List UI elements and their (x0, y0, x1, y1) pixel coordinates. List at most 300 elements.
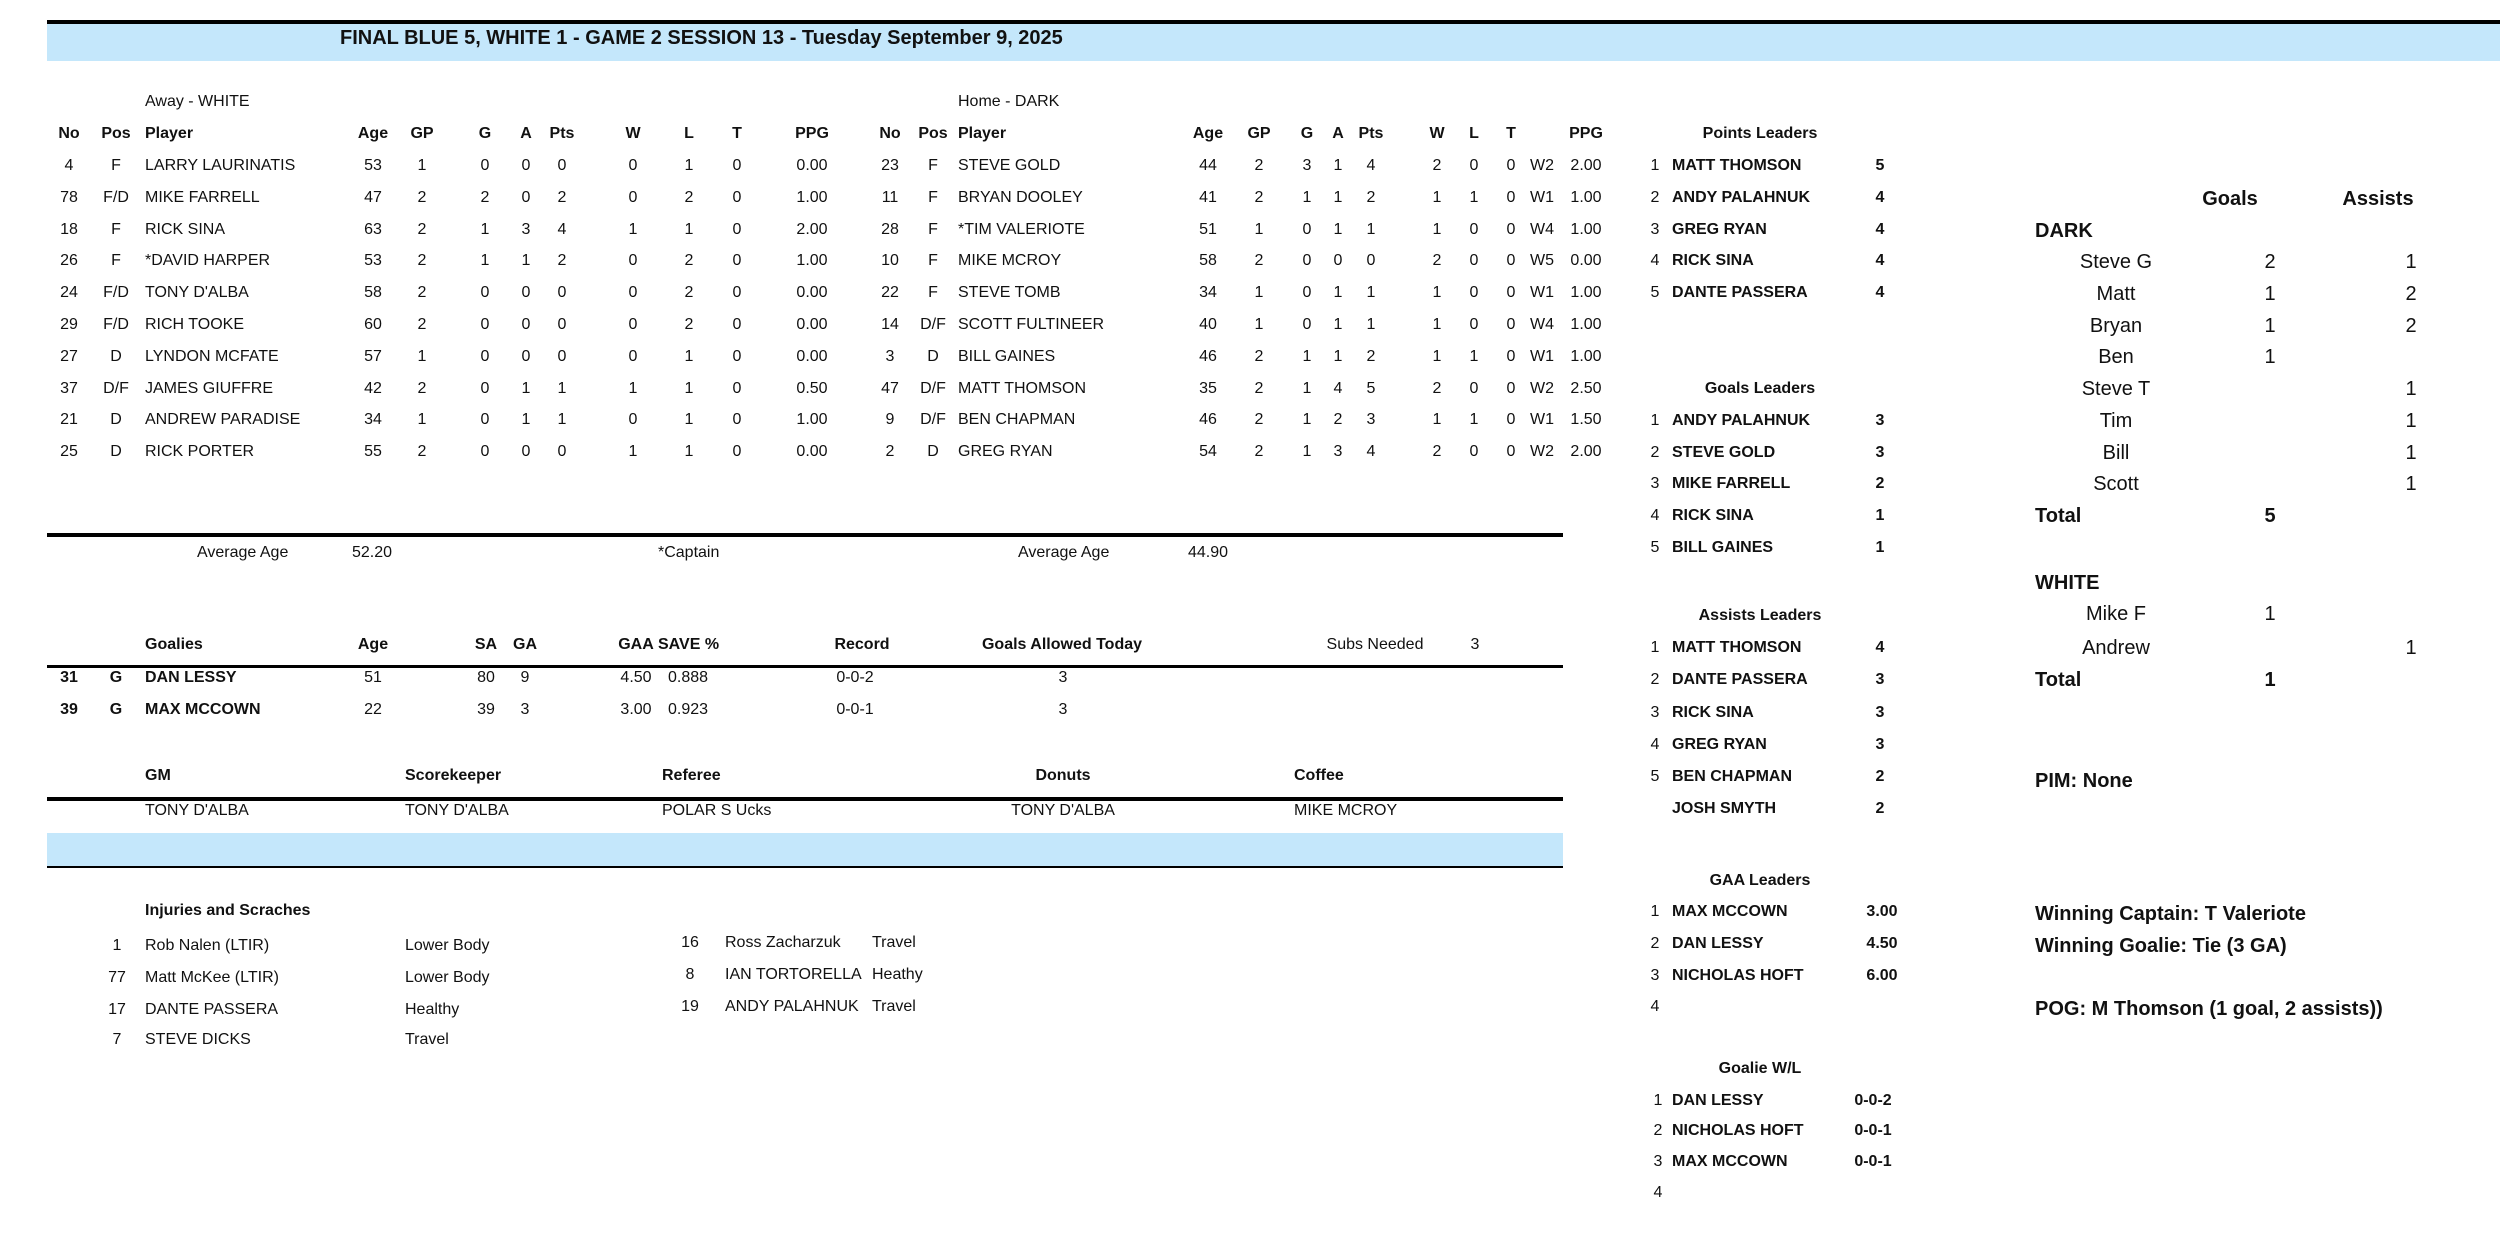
home-player-cell: 1 (1432, 284, 1442, 302)
home-player-cell: 2 (1254, 411, 1264, 429)
staff-value-cell: TONY D'ALBA (145, 802, 249, 819)
goalie-row-cell: 22 (364, 701, 382, 718)
home-player-cell: 1 (1432, 316, 1442, 333)
home-player-cell: W2 (1530, 443, 1554, 461)
home-player-cell: W2 (1530, 379, 1554, 397)
leader-value: 4 (1875, 284, 1885, 301)
home-player-cell: 0 (1302, 220, 1312, 238)
home-player-cell: 1 (1469, 411, 1479, 429)
goalie-row-cell: 3.00 (620, 701, 652, 718)
home-player-cell: 22 (881, 284, 899, 302)
home-header-cell: Pts (1358, 125, 1384, 142)
summary-assists: 1 (2405, 442, 2417, 464)
injury-reason: Lower Body (405, 937, 490, 954)
summary-player: Mike F (2086, 603, 2146, 625)
away-player-cell: 1 (417, 347, 427, 365)
away-player-cell: 0 (557, 157, 567, 174)
away-player-cell: 0 (557, 443, 567, 461)
summary-assists: 2 (2405, 315, 2417, 337)
leader-rank: 1 (1653, 1092, 1663, 1109)
away-player-cell: 1 (480, 252, 490, 270)
home-player-cell: 3 (1366, 411, 1376, 429)
away-player-cell: 0 (521, 443, 531, 461)
away-header-cell: W (625, 125, 641, 142)
away-header-cell: Pos (101, 125, 131, 142)
pim-note: PIM: None (2035, 770, 2133, 792)
staff-value-cell: TONY D'ALBA (405, 802, 509, 819)
away-header-cell: L (684, 125, 694, 142)
away-player-cell: F/D (103, 284, 129, 302)
leader-value: 1 (1875, 507, 1885, 524)
injury-reason: Heathy (872, 966, 923, 983)
home-player-cell: 0 (1302, 252, 1312, 270)
goalie-row-cell: 0-0-1 (836, 701, 874, 718)
away-player-cell: 60 (364, 316, 382, 333)
injury-reason: Lower Body (405, 969, 490, 986)
away-player-cell: 0 (480, 379, 490, 397)
home-player-cell: 1 (1302, 188, 1312, 206)
away-player-cell: 0 (732, 284, 742, 302)
leader-name: DANTE PASSERA (1672, 284, 1808, 301)
home-player-cell: 2 (885, 443, 895, 461)
home-header-cell: Pos (918, 125, 948, 142)
home-player-cell: D (927, 443, 939, 461)
staff-header-cell: Scorekeeper (405, 767, 502, 784)
home-player-cell: F (928, 284, 938, 302)
away-player-cell: 42 (364, 379, 382, 397)
goalie-row-cell: 31 (60, 669, 78, 686)
away-player-cell: 2 (417, 188, 427, 206)
goalie-row-cell: 51 (364, 669, 382, 686)
away-player-cell: 53 (364, 252, 382, 270)
home-player-cell: 0 (1506, 316, 1516, 333)
home-player-cell: W1 (1530, 347, 1554, 365)
home-avg-age-label: Average Age (1018, 544, 1110, 561)
away-player-cell: 0 (628, 411, 638, 429)
summary-goals: 1 (2264, 346, 2276, 368)
staff-band-rule (47, 866, 1563, 868)
away-player-cell: 1 (684, 411, 694, 429)
leader-name: MATT THOMSON (1672, 639, 1802, 656)
away-player-cell: 0 (732, 252, 742, 270)
summary-player: Ben (2098, 346, 2134, 368)
assists-column-header: Assists (2342, 188, 2414, 210)
away-player-cell: 0 (732, 188, 742, 206)
home-player-cell: 0 (1506, 411, 1516, 429)
away-player-cell: MIKE FARRELL (145, 188, 260, 206)
away-player-cell: 4 (557, 220, 567, 238)
home-player-cell: 0 (1506, 252, 1516, 270)
leader-name: RICK SINA (1672, 704, 1754, 721)
away-player-cell: RICK PORTER (145, 443, 255, 461)
goalie-row-cell: G (109, 669, 123, 686)
away-player-cell: 0 (480, 443, 490, 461)
away-player-cell: 0.00 (796, 316, 828, 333)
goals-column-header: Goals (2202, 188, 2258, 210)
summary-player: Bill (2102, 442, 2130, 464)
home-player-cell: 1 (1302, 379, 1312, 397)
summary-player: Scott (2093, 473, 2139, 495)
leader-rank: 3 (1650, 475, 1660, 492)
away-player-cell: 0 (732, 347, 742, 365)
leader-rank: 2 (1650, 444, 1660, 461)
home-player-cell: 23 (881, 157, 899, 174)
leader-rank: 1 (1650, 412, 1660, 429)
away-player-cell: 0.00 (796, 443, 828, 461)
summary-assists: 1 (2405, 410, 2417, 432)
home-player-cell: W1 (1530, 411, 1554, 429)
home-player-cell: 1 (1432, 347, 1442, 365)
home-player-cell: 28 (881, 220, 899, 238)
away-player-cell: 1 (628, 443, 638, 461)
home-avg-age: 44.90 (1188, 544, 1229, 561)
away-player-cell: D/F (103, 379, 129, 397)
home-player-cell: 2.00 (1570, 157, 1602, 174)
roster-bottom-rule (47, 533, 1563, 537)
home-player-cell: 4 (1366, 443, 1376, 461)
white-total-value: 1 (2264, 669, 2276, 691)
away-player-cell: F (111, 157, 121, 174)
leader-rank: 4 (1650, 998, 1660, 1015)
home-player-cell: MATT THOMSON (958, 379, 1086, 397)
leader-name: MAX MCCOWN (1672, 1153, 1788, 1170)
away-header-cell: GP (410, 125, 434, 142)
dark-team-label: DARK (2035, 220, 2093, 242)
summary-player: Steve G (2079, 251, 2153, 273)
leader-value: 3 (1875, 736, 1885, 753)
away-player-cell: LARRY LAURINATIS (145, 157, 296, 174)
home-player-cell: 1 (1254, 220, 1264, 238)
home-player-cell: 1 (1302, 443, 1312, 461)
summary-goals: 1 (2264, 283, 2276, 305)
home-player-cell: 0 (1302, 284, 1312, 302)
leader-name: RICK SINA (1672, 507, 1754, 524)
away-player-cell: 2 (684, 188, 694, 206)
home-player-cell: 46 (1199, 347, 1217, 365)
injury-player: ANDY PALAHNUK (725, 998, 859, 1015)
away-player-cell: 0 (557, 284, 567, 302)
leader-value: 4 (1875, 189, 1885, 206)
staff-value-cell: POLAR S Ucks (662, 802, 772, 819)
away-player-cell: RICK SINA (145, 220, 226, 238)
home-player-cell: 10 (881, 252, 899, 270)
home-player-cell: 1 (1333, 188, 1343, 206)
leaders-title: GAA Leaders (1709, 872, 1811, 889)
away-player-cell: 1 (628, 379, 638, 397)
home-player-cell: 1 (1333, 157, 1343, 174)
goalies-header-rule (47, 665, 1563, 668)
away-player-cell: 0 (628, 157, 638, 174)
away-player-cell: 0 (521, 284, 531, 302)
home-player-cell: 1 (1469, 188, 1479, 206)
home-header-cell: Player (958, 125, 1007, 142)
summary-assists: 1 (2405, 473, 2417, 495)
home-player-cell: 3 (1302, 157, 1312, 174)
home-player-cell: 0.00 (1570, 252, 1602, 270)
home-player-cell: 5 (1366, 379, 1376, 397)
away-player-cell: 0 (732, 220, 742, 238)
away-player-cell: 1 (628, 220, 638, 238)
home-player-cell: 4 (1366, 157, 1376, 174)
home-player-cell: 44 (1199, 157, 1217, 174)
home-player-cell: 2 (1432, 379, 1442, 397)
home-player-cell: 1 (1333, 220, 1343, 238)
home-player-cell: W1 (1530, 188, 1554, 206)
leader-value: 2 (1875, 800, 1885, 817)
goalie-row-cell: 0.923 (667, 701, 709, 718)
home-player-cell: 2 (1432, 443, 1442, 461)
away-player-cell: 1 (480, 220, 490, 238)
staff-header-cell: Coffee (1294, 767, 1344, 784)
goalie-row-cell: 0-0-2 (836, 669, 874, 686)
home-header-cell: No (879, 125, 901, 142)
leader-rank: 3 (1650, 704, 1660, 721)
goalie-header-cell: GA (513, 636, 537, 653)
home-player-cell: F (928, 157, 938, 174)
away-player-cell: 0 (628, 347, 638, 365)
leader-rank: 5 (1650, 539, 1660, 556)
home-player-cell: 1 (1469, 347, 1479, 365)
winning-goalie: Winning Goalie: Tie (3 GA) (2035, 935, 2287, 957)
home-player-cell: 0 (1302, 316, 1312, 333)
away-player-cell: 0 (732, 379, 742, 397)
home-player-cell: 2 (1254, 379, 1264, 397)
home-header-cell: T (1506, 125, 1516, 142)
home-player-cell: 0 (1469, 379, 1479, 397)
home-header-cell: Age (1192, 125, 1224, 142)
away-player-cell: 0.00 (796, 284, 828, 302)
home-player-cell: F (928, 188, 938, 206)
home-player-cell: GREG RYAN (958, 443, 1053, 461)
leader-rank: 1 (1650, 157, 1660, 174)
home-player-cell: 1 (1302, 411, 1312, 429)
staff-header-cell: Referee (662, 767, 721, 784)
summary-player: Bryan (2089, 315, 2143, 337)
home-player-cell: W1 (1530, 284, 1554, 302)
goalie-row-cell: 0.888 (667, 669, 709, 686)
home-player-cell: D/F (920, 411, 946, 429)
home-player-cell: F (928, 220, 938, 238)
home-header-cell: G (1300, 125, 1314, 142)
home-player-cell: BRYAN DOOLEY (958, 188, 1083, 206)
home-player-cell: 0 (1506, 347, 1516, 365)
leaders-title: Points Leaders (1702, 125, 1818, 142)
player-of-game: POG: M Thomson (1 goal, 2 assists)) (2035, 998, 2383, 1020)
leaders-title: Assists Leaders (1698, 607, 1822, 624)
home-player-cell: 0 (1469, 316, 1479, 333)
away-player-cell: 24 (60, 284, 78, 302)
home-player-cell: 3 (1333, 443, 1343, 461)
home-player-cell: 0 (1469, 220, 1479, 238)
home-player-cell: 1 (1366, 316, 1376, 333)
injury-reason: Travel (872, 934, 916, 951)
away-player-cell: 0 (480, 411, 490, 429)
home-player-cell: 0 (1469, 284, 1479, 302)
away-player-cell: 63 (364, 220, 382, 238)
away-player-cell: 3 (521, 220, 531, 238)
home-player-cell: 2 (1432, 157, 1442, 174)
home-player-cell: 2 (1432, 252, 1442, 270)
home-player-cell: 0 (1469, 157, 1479, 174)
home-player-cell: 40 (1199, 316, 1217, 333)
summary-goals: 1 (2264, 603, 2276, 625)
leader-value: 0-0-2 (1854, 1092, 1892, 1109)
home-player-cell: 41 (1199, 188, 1217, 206)
leader-rank: 5 (1650, 768, 1660, 785)
home-player-cell: D/F (920, 379, 946, 397)
injury-player: DANTE PASSERA (145, 1001, 279, 1018)
injury-player: STEVE DICKS (145, 1031, 251, 1048)
leader-name: JOSH SMYTH (1672, 800, 1777, 817)
leader-rank: 5 (1650, 284, 1660, 301)
leader-value: 2 (1875, 768, 1885, 785)
goalie-row-cell: MAX MCCOWN (145, 701, 261, 718)
home-header-cell: PPG (1569, 125, 1603, 142)
away-player-cell: 0 (480, 284, 490, 302)
away-player-cell: *DAVID HARPER (145, 252, 271, 270)
staff-header-cell: Donuts (1035, 767, 1091, 784)
home-team-label: Home - DARK (958, 93, 1060, 110)
away-player-cell: 0 (628, 188, 638, 206)
injuries-title: Injuries and Scraches (145, 902, 311, 919)
summary-assists: 1 (2405, 637, 2417, 659)
home-player-cell: 2 (1254, 443, 1264, 461)
home-player-cell: 2 (1366, 347, 1376, 365)
away-player-cell: 21 (60, 411, 78, 429)
leader-rank: 3 (1650, 221, 1660, 238)
away-player-cell: F/D (103, 316, 129, 333)
summary-goals: 1 (2264, 315, 2276, 337)
away-player-cell: 2 (684, 252, 694, 270)
leader-rank: 2 (1653, 1122, 1663, 1139)
leader-rank: 2 (1650, 189, 1660, 206)
away-player-cell: 1.00 (796, 188, 828, 206)
injury-player: Ross Zacharzuk (725, 934, 841, 951)
home-player-cell: 14 (881, 316, 899, 333)
summary-player: Tim (2099, 410, 2133, 432)
summary-player: Matt (2096, 283, 2136, 305)
summary-player: Steve T (2081, 378, 2151, 400)
away-header-cell: No (58, 125, 80, 142)
home-player-cell: 47 (881, 379, 899, 397)
leader-rank: 4 (1650, 252, 1660, 269)
away-player-cell: 0 (521, 157, 531, 174)
leader-name: NICHOLAS HOFT (1672, 967, 1804, 984)
leader-name: ANDY PALAHNUK (1672, 189, 1811, 206)
leader-name: RICK SINA (1672, 252, 1754, 269)
away-player-cell: TONY D'ALBA (145, 284, 249, 302)
home-player-cell: 1.00 (1570, 316, 1602, 333)
away-player-cell: 1 (557, 411, 567, 429)
away-player-cell: ANDREW PARADISE (145, 411, 301, 429)
leader-name: ANDY PALAHNUK (1672, 412, 1811, 429)
home-player-cell: 1.50 (1570, 411, 1602, 429)
away-player-cell: 55 (364, 443, 382, 461)
home-player-cell: 1.00 (1570, 188, 1602, 206)
leader-value: 4.50 (1866, 935, 1898, 952)
away-player-cell: 1 (684, 157, 694, 174)
home-player-cell: D (927, 347, 939, 365)
leader-value: 1 (1875, 539, 1885, 556)
leader-value: 3 (1875, 671, 1885, 688)
away-player-cell: 0 (480, 347, 490, 365)
leader-name: MIKE FARRELL (1672, 475, 1791, 492)
away-player-cell: 2 (684, 284, 694, 302)
home-player-cell: 2 (1254, 252, 1264, 270)
away-player-cell: D (110, 443, 122, 461)
away-player-cell: 1.00 (796, 252, 828, 270)
away-player-cell: 1 (684, 443, 694, 461)
away-player-cell: 37 (60, 379, 78, 397)
goalie-header-cell: Age (357, 636, 389, 653)
home-player-cell: 46 (1199, 411, 1217, 429)
away-header-cell: A (520, 125, 532, 142)
home-player-cell: 1.00 (1570, 220, 1602, 238)
home-player-cell: 1 (1254, 284, 1264, 302)
away-player-cell: 1 (684, 220, 694, 238)
injury-player: Rob Nalen (LTIR) (145, 937, 270, 954)
away-player-cell: 29 (60, 316, 78, 333)
winning-captain: Winning Captain: T Valeriote (2035, 903, 2306, 925)
captain-note: *Captain (658, 544, 720, 561)
away-player-cell: 25 (60, 443, 78, 461)
home-player-cell: SCOTT FULTINEER (958, 316, 1105, 333)
home-player-cell: 0 (1506, 379, 1516, 397)
leader-value: 5 (1875, 157, 1885, 174)
home-player-cell: 35 (1199, 379, 1217, 397)
away-player-cell: 0 (557, 347, 567, 365)
leader-name: GREG RYAN (1672, 736, 1767, 753)
away-player-cell: 4 (64, 157, 74, 174)
home-player-cell: 2 (1333, 411, 1343, 429)
summary-assists: 1 (2405, 251, 2417, 273)
away-player-cell: 47 (364, 188, 382, 206)
away-player-cell: 2 (417, 252, 427, 270)
goalie-header-cell: Goalies (145, 636, 203, 653)
leaders-title: Goalie W/L (1718, 1060, 1802, 1077)
goalie-header-cell: Goals Allowed Today (981, 636, 1143, 653)
home-player-cell: W4 (1530, 220, 1554, 238)
home-player-cell: W5 (1530, 252, 1554, 270)
home-player-cell: STEVE TOMB (958, 284, 1061, 302)
home-header-cell: W (1429, 125, 1445, 142)
away-player-cell: 58 (364, 284, 382, 302)
home-player-cell: BILL GAINES (958, 347, 1056, 365)
leader-value: 3 (1875, 412, 1885, 429)
away-header-cell: PPG (795, 125, 829, 142)
leader-value: 4 (1875, 221, 1885, 238)
home-player-cell: 0 (1333, 252, 1343, 270)
injury-reason: Healthy (405, 1001, 460, 1018)
away-player-cell: 2 (557, 252, 567, 270)
away-player-cell: 2 (417, 443, 427, 461)
home-player-cell: 58 (1199, 252, 1217, 270)
away-player-cell: 0.00 (796, 157, 828, 174)
home-player-cell: 1 (1432, 220, 1442, 238)
home-player-cell: 1 (1333, 284, 1343, 302)
away-player-cell: 0 (628, 284, 638, 302)
away-player-cell: 34 (364, 411, 382, 429)
home-player-cell: 3 (885, 347, 895, 365)
summary-goals: 2 (2264, 251, 2276, 273)
home-player-cell: 0 (1469, 252, 1479, 270)
leader-value: 0-0-1 (1854, 1122, 1892, 1139)
away-player-cell: F (111, 252, 121, 270)
home-player-cell: 1.00 (1570, 347, 1602, 365)
home-player-cell: 1 (1333, 316, 1343, 333)
goalie-row-cell: 80 (477, 669, 495, 686)
leader-name: DAN LESSY (1672, 935, 1764, 952)
